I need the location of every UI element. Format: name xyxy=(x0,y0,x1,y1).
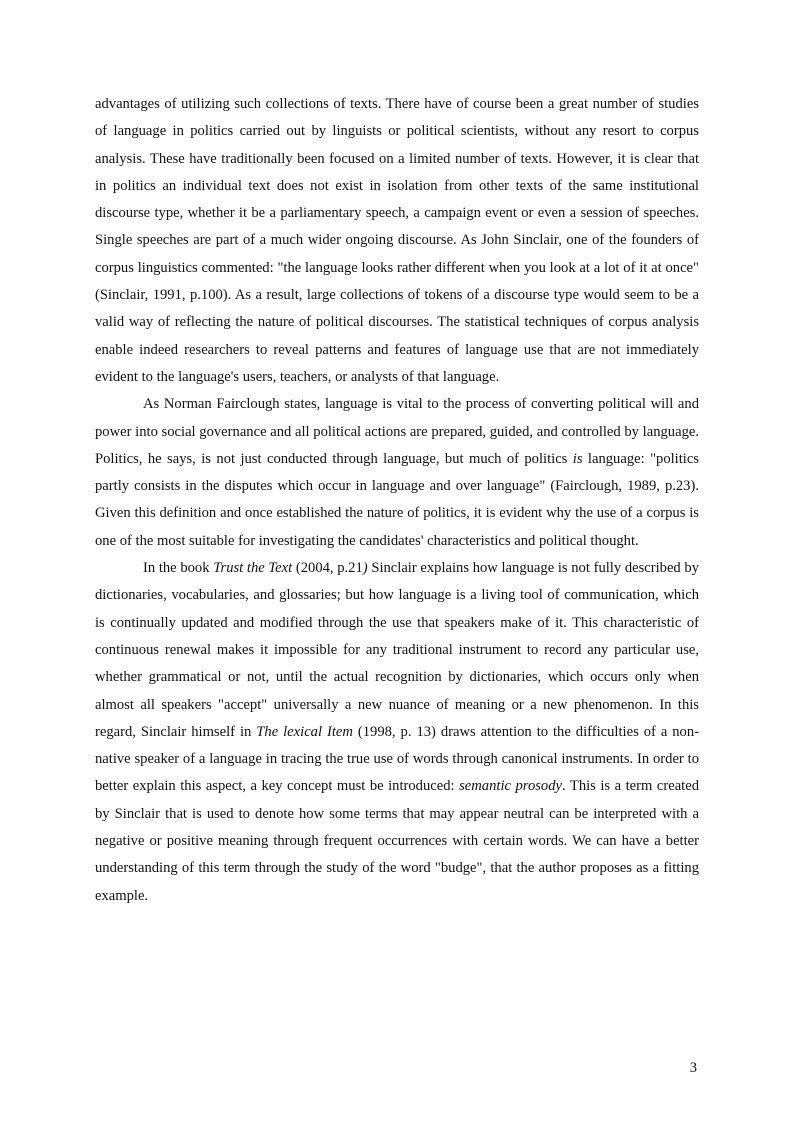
paragraph-text: (2004, p.21 xyxy=(292,560,363,577)
paragraph-2 xyxy=(95,391,699,555)
paragraph-3 xyxy=(95,555,699,910)
paragraph-text: (1998, p. 13) draws attention to the difficulties of a non-native speaker of a language in tracing the true use of words through canonical instruments. In order to better explain this aspect, a key concept must be introduced: xyxy=(95,723,700,795)
emphasis-is: is xyxy=(572,450,583,467)
book-title-lexical-item: The lexical Item xyxy=(256,723,353,740)
paragraph-text: Sinclair explains how language is not fully described by dictionaries, vocabularies, and glossaries; but how language is a living tool of communication, which is continually updated and modified through the use that speakers make of it. This characteristic of continuous renewal makes it impossible for any traditional instrument to record any particular use, whether grammatical or not, until the actual recognition by dictionaries, which occurs only when almost all speakers "accept" universally a new nuance of meaning or a new phenomenon. In this regard, Sinclair himself in xyxy=(95,560,700,740)
page-number: 3 xyxy=(689,1060,697,1076)
paragraph-1 xyxy=(95,91,699,391)
page-body xyxy=(95,91,699,910)
paragraph-text: In the book xyxy=(143,560,214,577)
paragraph-text: As Norman Fairclough states, language is vital to the process of converting political will and power into social governance and all political actions are prepared, guided, and controlled by language. Politics, he says, is not just conducted through language, but much of politics xyxy=(95,396,699,467)
paragraph-text: language: "politics partly consists in the disputes which occur in language and over language" (Fairclough, 1989, p.23). Given this definition and once established the nature of politics, it is evident why the use of a corpus is one of the most suitable for investigating the candidates' characteristics and political thought. xyxy=(95,450,700,549)
paragraph-text: advantages of utilizing such collections of texts. There have of course been a great number of studies of language in politics carried out by linguists or political scientists, without any resort to corpus analysis. These have traditionally been focused on a limited number of texts. However, it is clear that in politics an individual text does not exist in isolation from other texts of the same institutional discourse type, whether it be a parliamentary speech, a campaign event or even a session of speeches. Single speeches are part of a much wider ongoing discourse. As John Sinclair, one of the founders of corpus linguistics commented: "the language looks rather different when you look at a lot of it at once" (Sinclair, 1991, p.100). As a result, large collections of tokens of a discourse type would seem to be a valid way of reflecting the nature of political discourses. The statistical techniques of corpus analysis enable indeed researchers to reveal patterns and features of language use that are not immediately evident to the language's users, teachers, or analysts of that language. xyxy=(95,96,699,385)
paragraph-text: . This is a term created by Sinclair that is used to denote how some terms that may appear neutral can be interpreted with a negative or positive meaning through frequent occurrences with certain words. We can have a better understanding of this term through the study of the word "budge", that the author proposes as a fitting example. xyxy=(95,778,699,904)
book-title-trust-the-text: Trust the Text xyxy=(213,560,293,577)
italic-parenthesis: ) xyxy=(362,560,368,577)
term-semantic-prosody: semantic prosody xyxy=(459,778,562,795)
